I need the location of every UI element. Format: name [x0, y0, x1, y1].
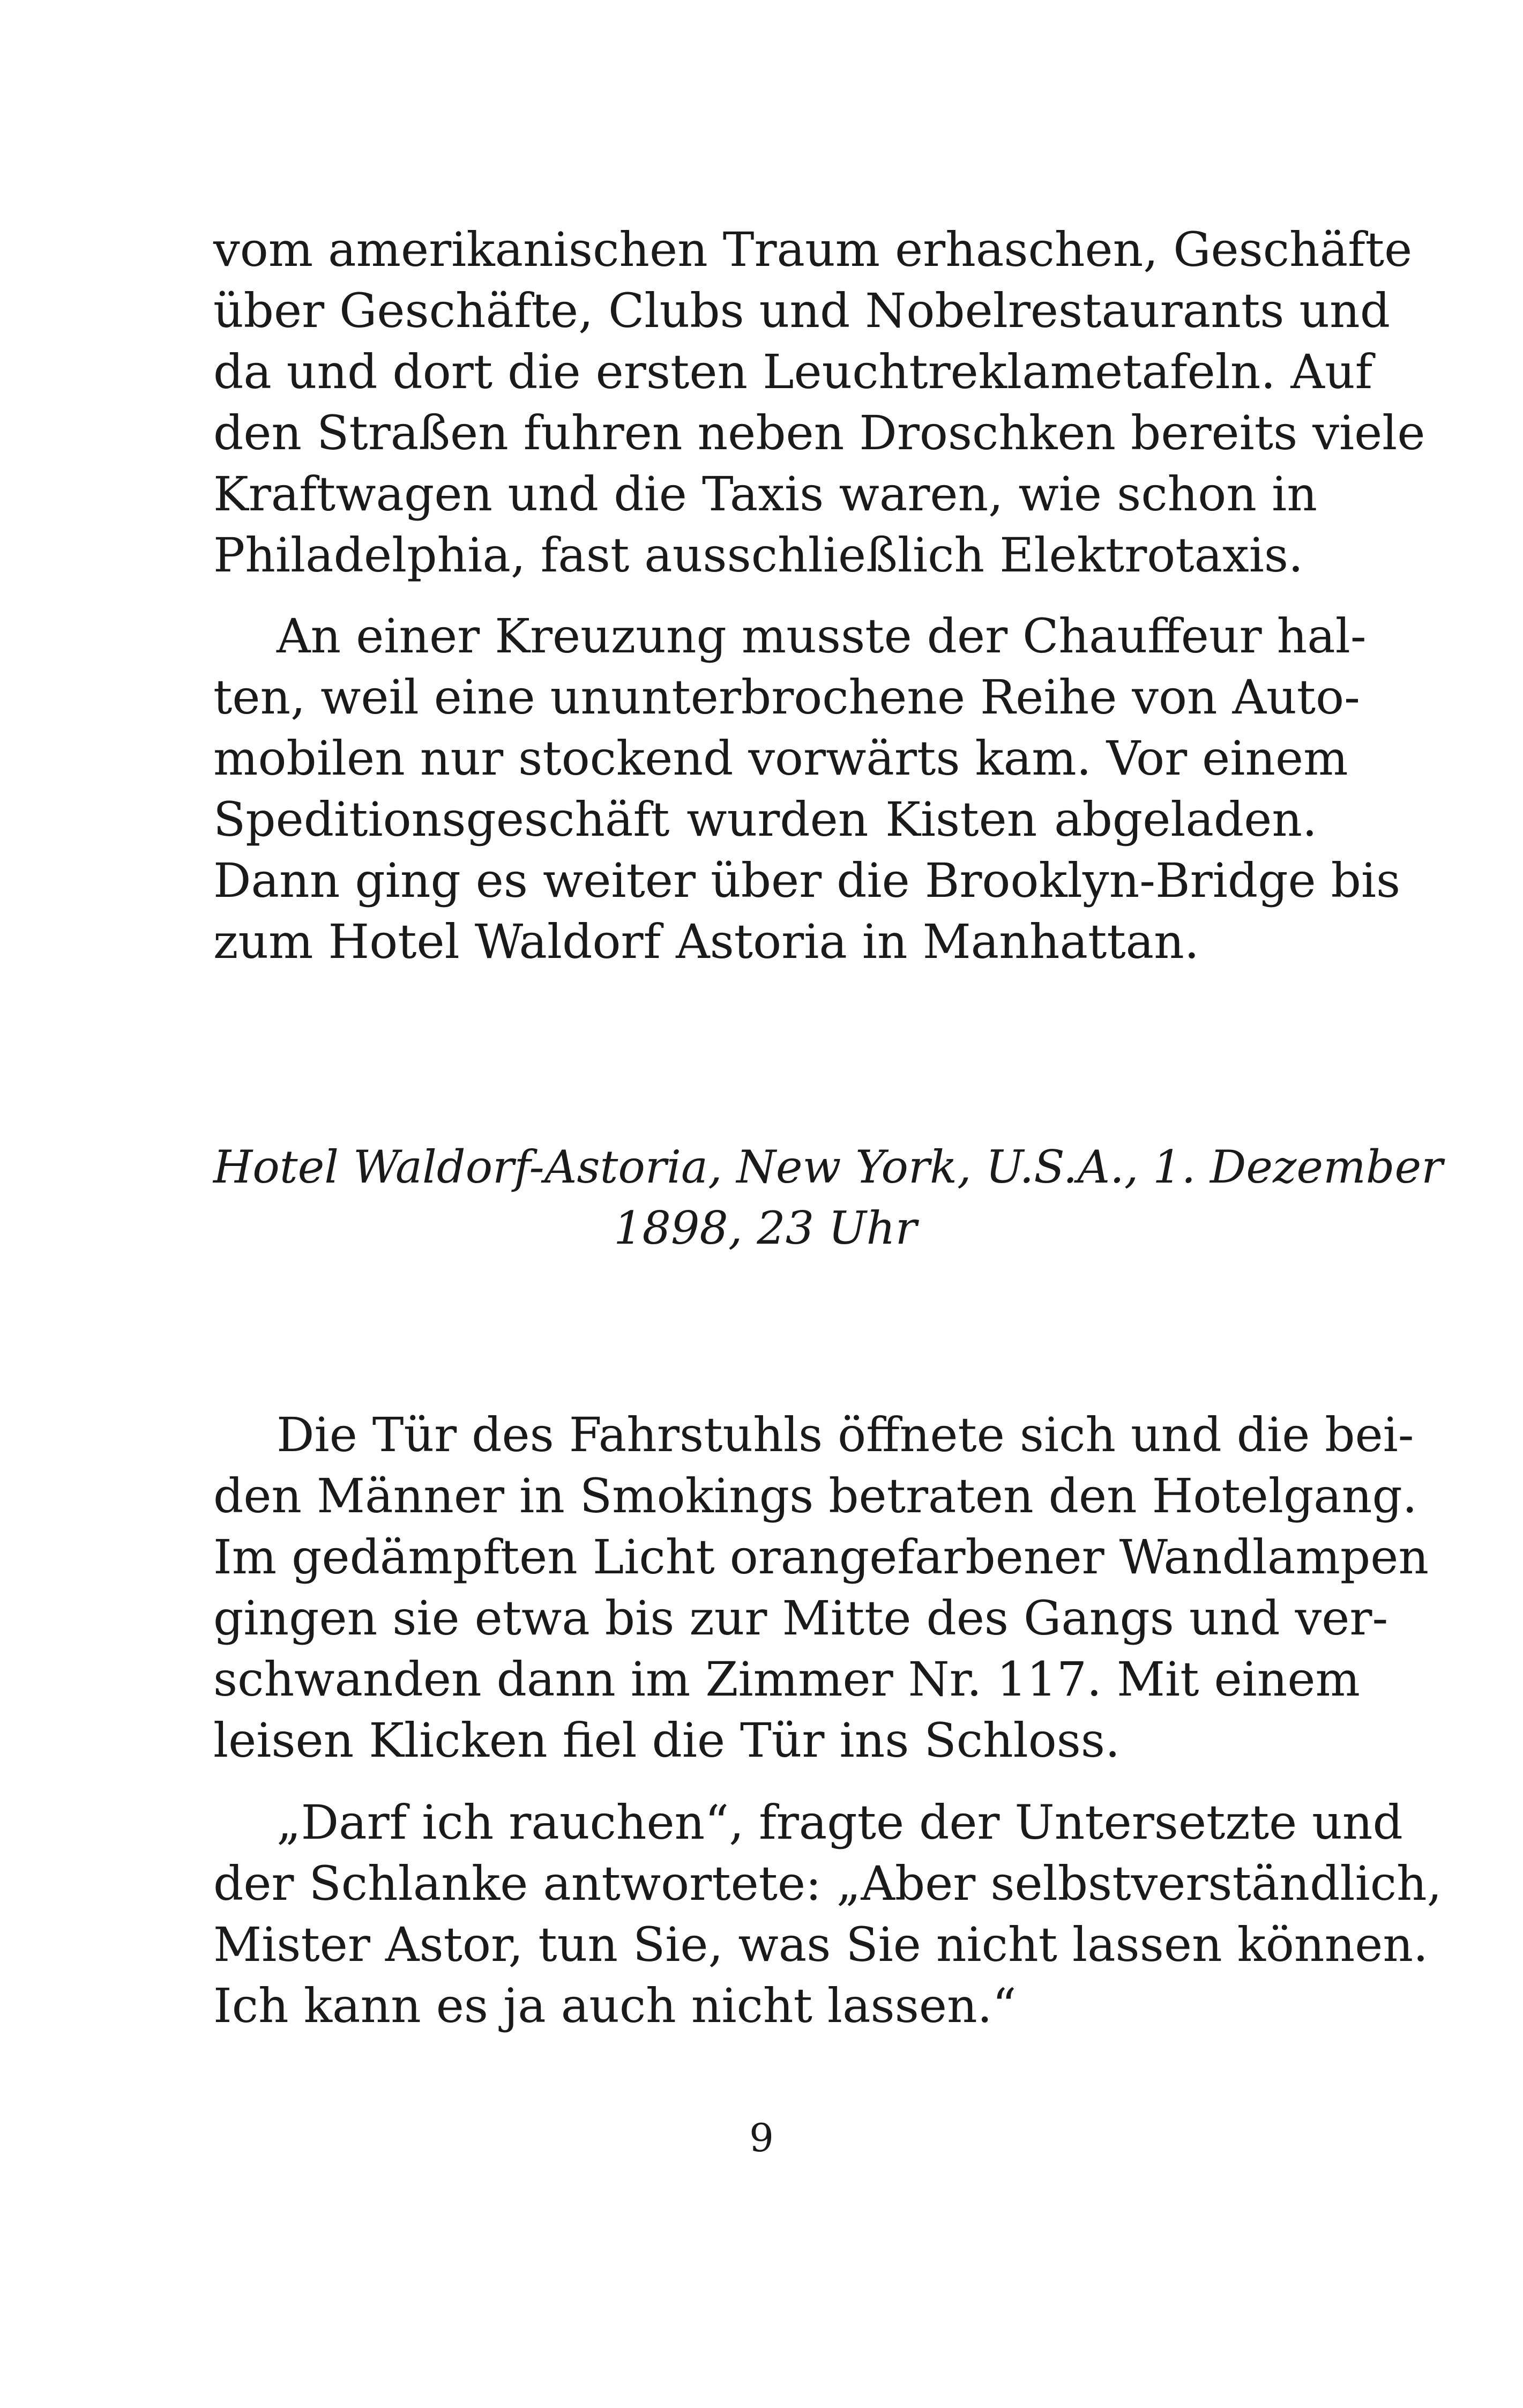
- section-heading-line-2: 1898, 23 Uhr: [614, 1202, 917, 1254]
- paragraph-line: Philadelphia, fast ausschließlich Elektrotaxis.: [213, 527, 1304, 583]
- paragraph-line: Im gedämpften Licht orangefarbener Wandlampen: [213, 1529, 1429, 1585]
- paragraph-line: den Straßen fuhren neben Droschken bereits viele: [213, 405, 1425, 460]
- section-heading: [213, 1136, 1443, 1258]
- paragraph-line: ten, weil eine ununterbrochene Reihe von Auto-: [213, 670, 1360, 725]
- paragraph-line: vom amerikanischen Traum erhaschen, Geschäfte: [213, 222, 1413, 277]
- paragraph-line: da und dort die ersten Leuchtreklametafeln. Auf: [213, 344, 1373, 399]
- paragraph-line: den Männer in Smokings betraten den Hotelgang.: [213, 1468, 1417, 1523]
- paragraph-line: „Darf ich rauchen“, fragte der Untersetzte und: [277, 1795, 1403, 1850]
- paragraph-line: leisen Klicken fiel die Tür ins Schloss.: [213, 1713, 1121, 1768]
- paragraph-line: Ich kann es ja auch nicht lassen.“: [213, 1978, 1017, 2033]
- paragraph-line: Dann ging es weiter über die Brooklyn-Bridge bis: [213, 853, 1401, 908]
- page-number: 9: [749, 2115, 774, 2160]
- paragraph-line: Kraftwagen und die Taxis waren, wie schon in: [213, 466, 1317, 522]
- paragraph-line: Die Tür des Fahrstuhls öffnete sich und die bei-: [277, 1407, 1414, 1462]
- paragraph-2: [213, 606, 1401, 972]
- paragraph-line: über Geschäfte, Clubs und Nobelrestaurants und: [213, 283, 1391, 338]
- paragraph-line: gingen sie etwa bis zur Mitte des Gangs und ver-: [213, 1591, 1388, 1646]
- section-heading-line-1: Hotel Waldorf-Astoria, New York, U.S.A., 1. Dezember: [213, 1141, 1443, 1193]
- paragraph-line: der Schlanke antwortete: „Aber selbstverständlich,: [213, 1856, 1442, 1911]
- paragraph-line: schwanden dann im Zimmer Nr. 117. Mit einem: [213, 1652, 1360, 1707]
- paragraph-line: Speditionsgeschäft wurden Kisten abgeladen.: [213, 792, 1317, 847]
- paragraph-1: [213, 219, 1425, 586]
- paragraph-3: [213, 1404, 1429, 1771]
- paragraph-line: mobilen nur stockend vorwärts kam. Vor einem: [213, 731, 1348, 786]
- paragraph-line: zum Hotel Waldorf Astoria in Manhattan.: [213, 914, 1199, 969]
- paragraph-4: [213, 1792, 1442, 2037]
- paragraph-line: Mister Astor, tun Sie, was Sie nicht lassen können.: [213, 1917, 1428, 1972]
- paragraph-line: An einer Kreuzung musste der Chauffeur hal-: [277, 608, 1367, 664]
